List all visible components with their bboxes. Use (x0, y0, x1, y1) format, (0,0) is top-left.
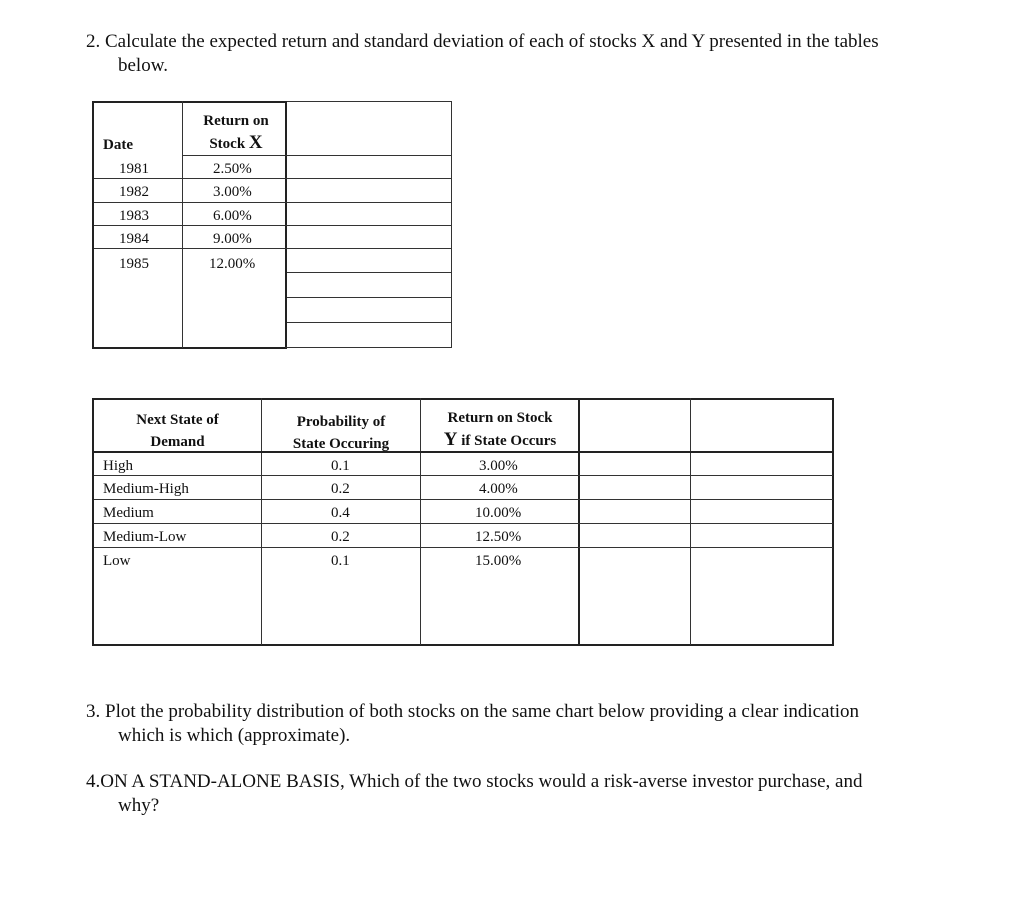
return-y-header-stock-label: Y (443, 429, 458, 450)
state-header (94, 409, 261, 453)
question-3-line1: 3. Plot the probability distribution of both stocks on the same chart below providing a clear indication (86, 701, 860, 722)
table2-row: 0.2 (331, 529, 350, 545)
table1-row: 9.00% (213, 231, 252, 247)
table2-row: 4.00% (479, 481, 518, 497)
table1-row: 1985 (119, 256, 149, 272)
question-4-line1: 4.ON A STAND-ALONE BASIS, Which of the two stocks would a risk-averse investor purchase, and (86, 771, 863, 792)
table2-row: Low (103, 553, 131, 569)
table1-row: 1981 (119, 161, 149, 177)
table2-row: 0.2 (331, 481, 350, 497)
return-y-header (421, 407, 579, 452)
table1-row: 12.00% (209, 256, 256, 272)
table1-row: 1983 (119, 208, 149, 224)
question-3 (86, 700, 996, 748)
return-y-header-line2: if State Occurs (457, 433, 557, 449)
table2-row: Medium-High (103, 481, 189, 497)
question-3-line2: which is which (approximate). (118, 725, 351, 746)
date-header: Date (103, 137, 133, 153)
table2-row: 12.50% (475, 529, 522, 545)
table2-row: Medium-Low (103, 529, 187, 545)
return-x-header-line2: Stock (209, 136, 249, 152)
return-x-header-stock-label: X (248, 132, 263, 153)
table2-row: 15.00% (475, 553, 522, 569)
probability-header-line2: State Occuring (292, 436, 390, 452)
question-2-line2: below. (118, 55, 168, 76)
state-header-line1: Next State of (136, 412, 219, 428)
table2-row: 10.00% (475, 505, 522, 521)
question-4-line2: why? (118, 795, 160, 816)
probability-header-line1: Probability of (296, 414, 386, 430)
table2-row: 0.4 (331, 505, 350, 521)
state-header-line2: Demand (150, 434, 205, 450)
question-2 (86, 30, 996, 78)
return-y-header-line1: Return on Stock (447, 410, 553, 426)
table2-row: High (103, 458, 133, 474)
table1-row: 1984 (119, 231, 149, 247)
table2-row: Medium (103, 505, 154, 521)
question-2-line1: 2. Calculate the expected return and standard deviation of each of stocks X and Y presented in the tables (86, 31, 879, 52)
table1-row: 6.00% (213, 208, 252, 224)
return-x-header (184, 110, 288, 155)
table1-row: 3.00% (213, 184, 252, 200)
table2-row: 0.1 (331, 553, 350, 569)
table1-row: 1982 (119, 184, 149, 200)
table2-row: 3.00% (479, 458, 518, 474)
return-x-header-line1: Return on (203, 113, 269, 129)
table2-row: 0.1 (331, 458, 350, 474)
probability-header (262, 411, 420, 455)
table1-row: 2.50% (213, 161, 252, 177)
question-4 (86, 770, 996, 818)
